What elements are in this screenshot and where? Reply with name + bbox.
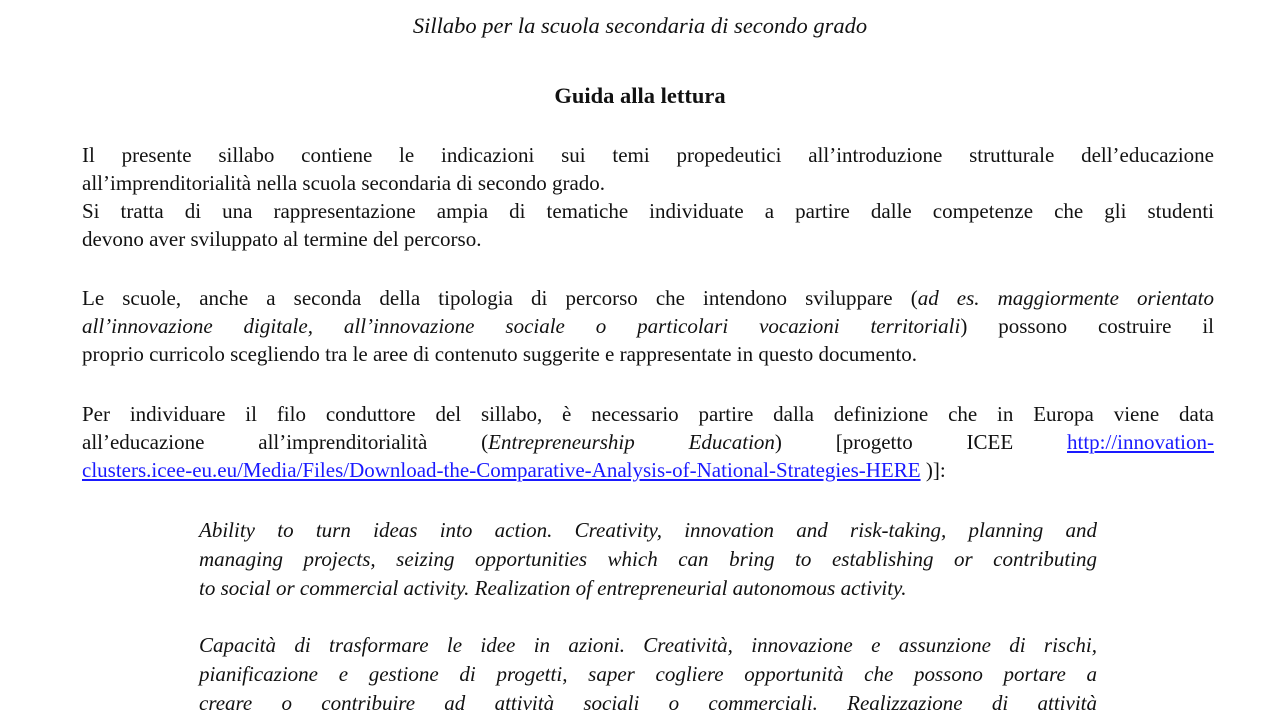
paragraph-line: devono aver sviluppato al termine del percorso. — [82, 227, 482, 251]
quote-line: to social or commercial activity. Realization of entrepreneurial autonomous activity. — [199, 576, 907, 600]
text-run: ) possono costruire il — [960, 314, 1215, 338]
paragraph-intro — [82, 141, 1214, 197]
icee-link-part2[interactable]: clusters.icee-eu.eu/Media/Files/Download-the-Comparative-Analysis-of-National-Strategies-HERE — [82, 458, 921, 482]
quote-line: creare o contribuire ad attività sociali o commerciali. Realizzazione di attività — [199, 691, 1097, 715]
quote-line: pianificazione e gestione di progetti, saper cogliere opportunità che possono portare a — [199, 662, 1097, 686]
quote-line: Capacità di trasformare le idee in azioni. Creatività, innovazione e assunzione di rischi, — [199, 633, 1097, 657]
paragraph-line: all’imprenditorialità nella scuola secondaria di secondo grado. — [82, 171, 606, 195]
text-run: ) [progetto ICEE — [774, 430, 1067, 454]
document-header-title: Sillabo per la scuola secondaria di secondo grado — [412, 13, 868, 38]
text-run: all’educazione all’imprenditorialità ( — [82, 430, 489, 454]
text-run: )]: — [920, 458, 946, 482]
paragraph-definition — [82, 400, 1214, 484]
paragraph-line: Il presente sillabo contiene le indicazioni sui temi propedeutici all’introduzione strutturale dell’educazione — [82, 143, 1214, 167]
quote-english — [199, 516, 1097, 603]
paragraph-line: Si tratta di una rappresentazione ampia di tematiche individuate a partire dalle competenze che gli studenti — [82, 199, 1214, 223]
paragraph-line — [82, 456, 1214, 484]
text-run: Le scuole, anche a seconda della tipologia di percorso che intendono sviluppare ( — [82, 286, 918, 310]
paragraph-schools — [82, 284, 1214, 368]
paragraph-line — [82, 428, 1214, 456]
quote-italian — [199, 631, 1097, 718]
paragraph-themes — [82, 197, 1214, 253]
italic-text-run: Entrepreneurship Education — [488, 430, 775, 454]
paragraph-line: proprio curricolo scegliendo tra le aree di contenuto suggerite e rappresentate in questo documento. — [82, 342, 918, 366]
quote-line: Ability to turn ideas into action. Creativity, innovation and risk-taking, planning and — [199, 518, 1097, 542]
quote-line: managing projects, seizing opportunities which can bring to establishing or contributing — [199, 547, 1097, 571]
italic-text-run: all’innovazione digitale, all’innovazione sociale o particolari vocazioni territoriali — [82, 314, 961, 338]
section-title: Guida alla lettura — [554, 83, 726, 108]
paragraph-line — [82, 312, 1214, 340]
italic-text-run: ad es. maggiormente orientato — [917, 286, 1214, 310]
paragraph-line: Per individuare il filo conduttore del sillabo, è necessario partire dalla definizione che in Europa viene data — [82, 402, 1214, 426]
paragraph-line — [82, 284, 1214, 312]
icee-link-part1[interactable]: http://innovation- — [1067, 430, 1214, 454]
